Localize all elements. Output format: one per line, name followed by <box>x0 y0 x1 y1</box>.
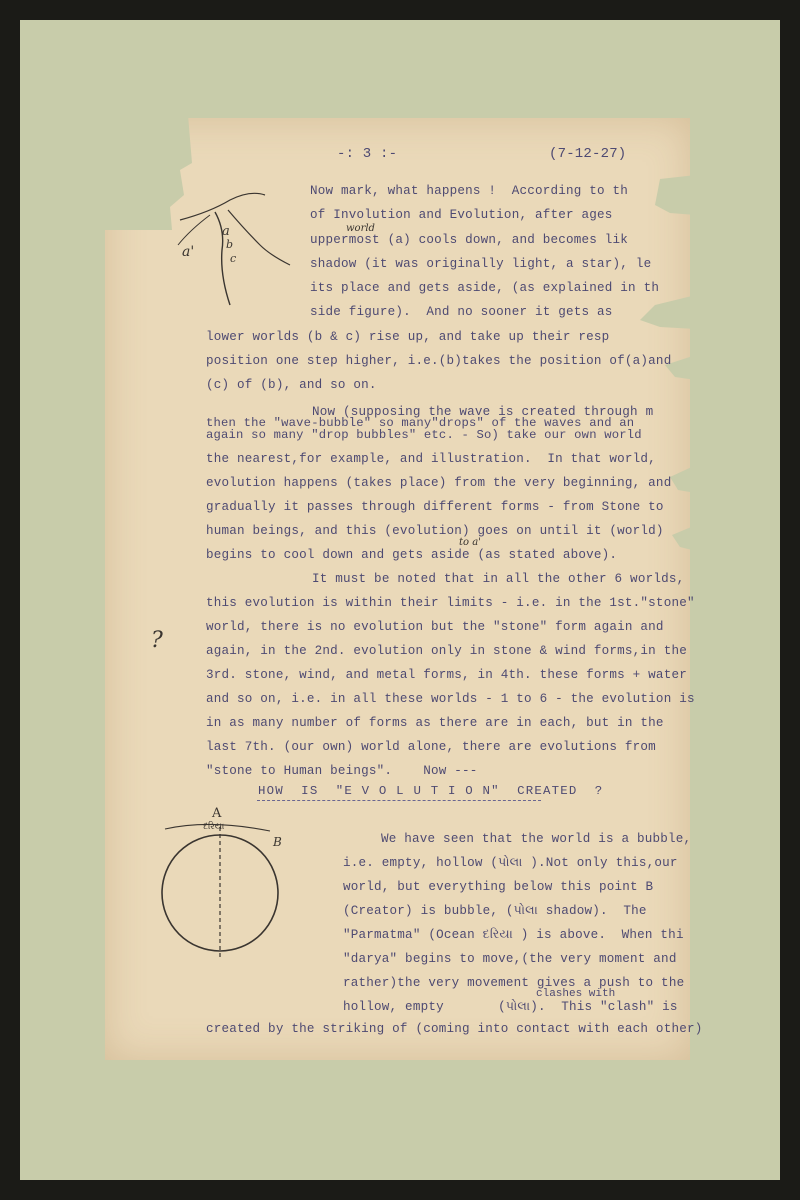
handwritten-to-a-prime: to a' <box>459 537 481 548</box>
text-line-3: uppermost (a) cools down, and becomes lik <box>310 233 629 247</box>
text-line-14: evolution happens (takes place) from the very beginning, and <box>206 476 672 490</box>
circle-word-darya: દરિયા <box>203 822 225 832</box>
text-line-13: the nearest,for example, and illustration. In that world, <box>206 452 656 466</box>
text-line-26: "stone to Human beings". Now --- <box>206 764 478 778</box>
section-heading: HOW IS "E V O L U T I O N" CREATED ? <box>258 784 604 798</box>
text-line-25: last 7th. (our own) world alone, there are evolutions from <box>206 740 656 754</box>
text-line-2: of Involution and Evolution, after ages <box>310 208 613 222</box>
text-line-36: created by the striking of (coming into contact with each other) <box>206 1022 703 1036</box>
text-line-15: gradually it passes through different forms - from Stone to <box>206 500 664 514</box>
text-line-4: shadow (it was originally light, a star), le <box>310 257 652 271</box>
sketch-label-b: b <box>226 238 234 251</box>
text-line-24: in as many number of forms as there are in each, but in the <box>206 716 664 730</box>
text-line-23: and so on, i.e. in all these worlds - 1 to 6 - the evolution is <box>206 692 695 706</box>
text-line-29: i.e. empty, hollow (પોલા ).Not only this,our <box>343 856 678 870</box>
text-line-11: then the "wave-bubble" so many"drops" of the waves and an <box>206 416 635 430</box>
circle-label-a: A <box>212 806 222 821</box>
page-number: -: 3 :- <box>337 146 398 162</box>
sketch-label-a-prime: a' <box>182 244 195 260</box>
text-line-20: world, there is no evolution but the "stone" form again and <box>206 620 664 634</box>
text-line-30: world, but everything below this point B <box>343 880 654 894</box>
text-line-19: this evolution is within their limits - i.e. in the 1st."stone" <box>206 596 695 610</box>
circle-label-b: B <box>273 835 282 849</box>
heading-underline <box>257 800 541 801</box>
text-line-32: "Parmatma" (Ocean દરિયા ) is above. When thi <box>343 928 684 942</box>
text-line-9: (c) of (b), and so on. <box>206 378 377 392</box>
margin-question-mark: ? <box>151 628 163 653</box>
text-line-31: (Creator) is bubble, (પોલા shadow). The <box>343 904 647 918</box>
handwritten-clashes-with: clashes with <box>536 988 616 1000</box>
sketch-label-c: c <box>230 252 237 265</box>
page-date: (7-12-27) <box>549 146 627 162</box>
text-line-34: rather)the very movement gives a push to the <box>343 976 685 990</box>
text-line-35: hollow, empty (પોલા). This "clash" is <box>343 1000 678 1014</box>
text-line-10: Now (supposing the wave is created through m <box>312 405 654 419</box>
text-line-7: lower worlds (b & c) rise up, and take up their resp <box>206 330 610 344</box>
text-line-1: Now mark, what happens ! According to th <box>310 184 629 198</box>
text-line-16: human beings, and this (evolution) goes on until it (world) <box>206 524 664 538</box>
text-line-33: "darya" begins to move,(the very moment and <box>343 952 677 966</box>
text-line-28: We have seen that the world is a bubble, <box>381 832 692 846</box>
text-line-5: its place and gets aside, (as explained in th <box>310 281 660 295</box>
bubble-circle-diagram <box>150 805 300 965</box>
text-line-8: position one step higher, i.e.(b)takes the position of(a)and <box>206 354 672 368</box>
text-line-6: side figure). And no sooner it gets as <box>310 305 613 319</box>
sketch-label-a: a <box>222 224 230 239</box>
text-line-12: again so many "drop bubbles" etc. - So) take our own world <box>206 428 642 442</box>
text-line-17: begins to cool down and gets aside (as stated above). <box>206 548 618 562</box>
text-line-22: 3rd. stone, wind, and metal forms, in 4th. these forms + water <box>206 668 687 682</box>
text-line-18: It must be noted that in all the other 6 worlds, <box>312 572 685 586</box>
handwritten-world: world <box>346 223 375 234</box>
text-line-21: again, in the 2nd. evolution only in stone & wind forms,in the <box>206 644 687 658</box>
